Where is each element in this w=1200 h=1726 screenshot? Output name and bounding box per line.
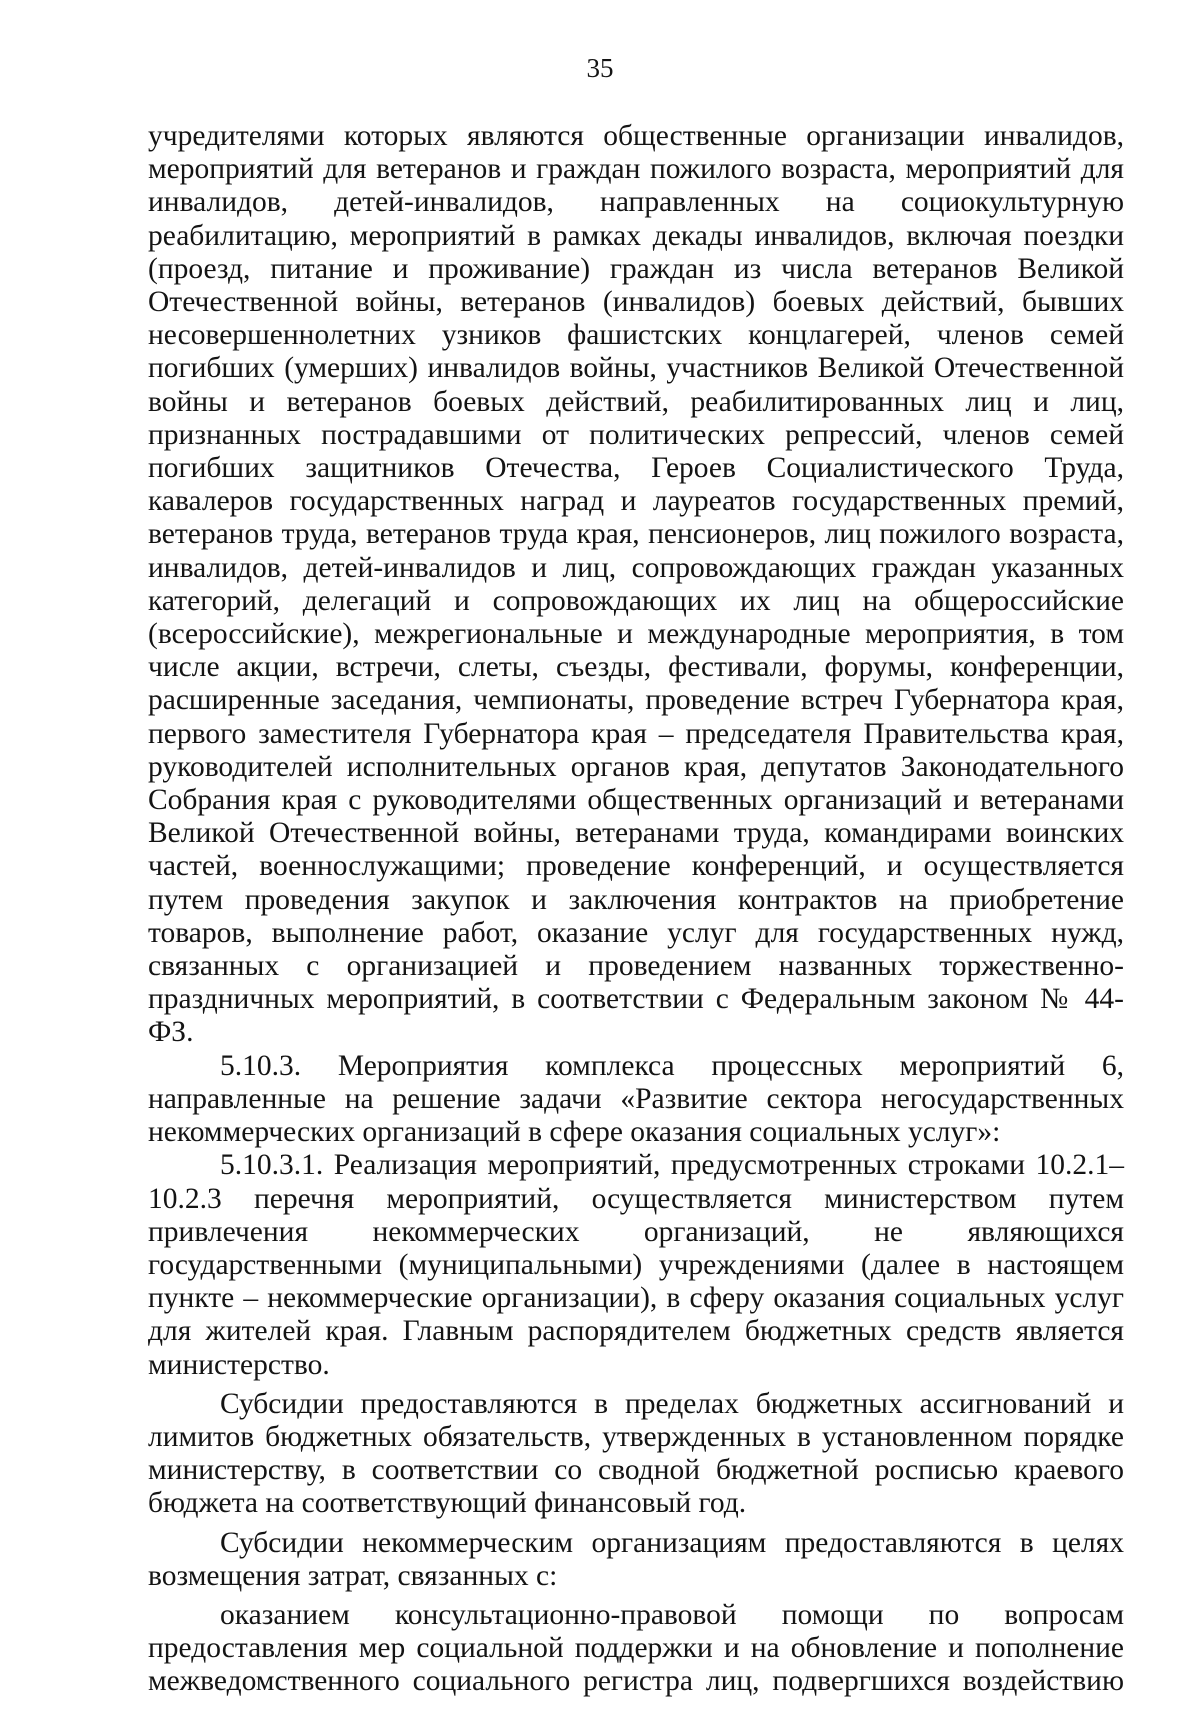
paragraph-continuation: учредителями которых являются общественные организации инвалидов, мероприятий для ветеранов и граждан пожилого возраста, мероприятий для инвалидов, детей-инвалидов, направленных на социокультурную реабилитацию, мероприятий в рамках декады инвалидов, включая поездки (проезд, питание и проживание) граждан из числа ветеранов Великой Отечественной войны, ветеранов (инвалидов) боевых действий, бывших несовершеннолетних узников фашистских концлагерей, членов семей погибших (умерших) инвалидов войны, участников Великой Отечественной войны и ветеранов боевых действий, реабилитированных лиц и лиц, признанных пострадавшими от политических репрессий, членов семей погибших защитников Отечества, Героев Социалистического Труда, кавалеров государственных наград и лауреатов государственных премий, ветеранов труда, ветеранов труда края, пенсионеров, лиц пожилого возраста, инвалидов, детей-инвалидов и лиц, сопровождающих граждан указанных категорий, делегаций и сопровождающих их лиц на общероссийские (всероссийские), межрегиональные и международные мероприятия, в том числе акции, встречи, слеты, съезды, фестивали, форумы, конференции, расширенные заседания, чемпионаты, проведение встреч Губернатора края, первого заместителя Губернатора края – председателя Правительства края, руководителей исполнительных органов края, депутатов Законодательного Собрания края с руководителями общественных организаций и ветеранами Великой Отечественной войны, ветеранами труда, командирами воинских частей, военнослужащими; проведение конференций, и осуществляется путем проведения закупок и заключения контрактов на приобретение товаров, выполнение работ, оказание услуг для государственных нужд, связанных с организацией и проведением названных торжественно-праздничных мероприятий, в соответствии с Федеральным законом № 44-ФЗ. — [148, 120, 1124, 1049]
document-body — [148, 120, 1124, 1699]
paragraph-subsidies-limits: Субсидии предоставляются в пределах бюджетных ассигнований и лимитов бюджетных обязательств, утвержденных в установленном порядке министерству, в соответствии со сводной бюджетной росписью краевого бюджета на соответствующий финансовый год. — [148, 1387, 1124, 1520]
paragraph-subsidies-purpose: Субсидии некоммерческим организациям предоставляются в целях возмещения затрат, связанных с: — [148, 1526, 1124, 1592]
page-number: 35 — [586, 53, 614, 83]
paragraph-section-5-10-3-1: 5.10.3.1. Реализация мероприятий, предусмотренных строками 10.2.1–10.2.3 перечня мероприятий, осуществляется министерством путем привлечения некоммерческих организаций, не являющихся государственными (муниципальными) учреждениями (далее в настоящем пункте – некоммерческие организации), в сферу оказания социальных услуг для жителей края. Главным распорядителем бюджетных средств является министерство. — [148, 1149, 1124, 1381]
paragraph-section-5-10-3: 5.10.3. Мероприятия комплекса процессных мероприятий 6, направленные на решение задачи «Развитие сектора негосударственных некоммерческих организаций в сфере оказания социальных услуг»: — [148, 1049, 1124, 1149]
paragraph-legal-assistance: оказанием консультационно-правовой помощи по вопросам предоставления мер социальной поддержки и на обновление и пополнение межведомственного социального регистра лиц, подвергшихся воздействию — [148, 1598, 1124, 1698]
